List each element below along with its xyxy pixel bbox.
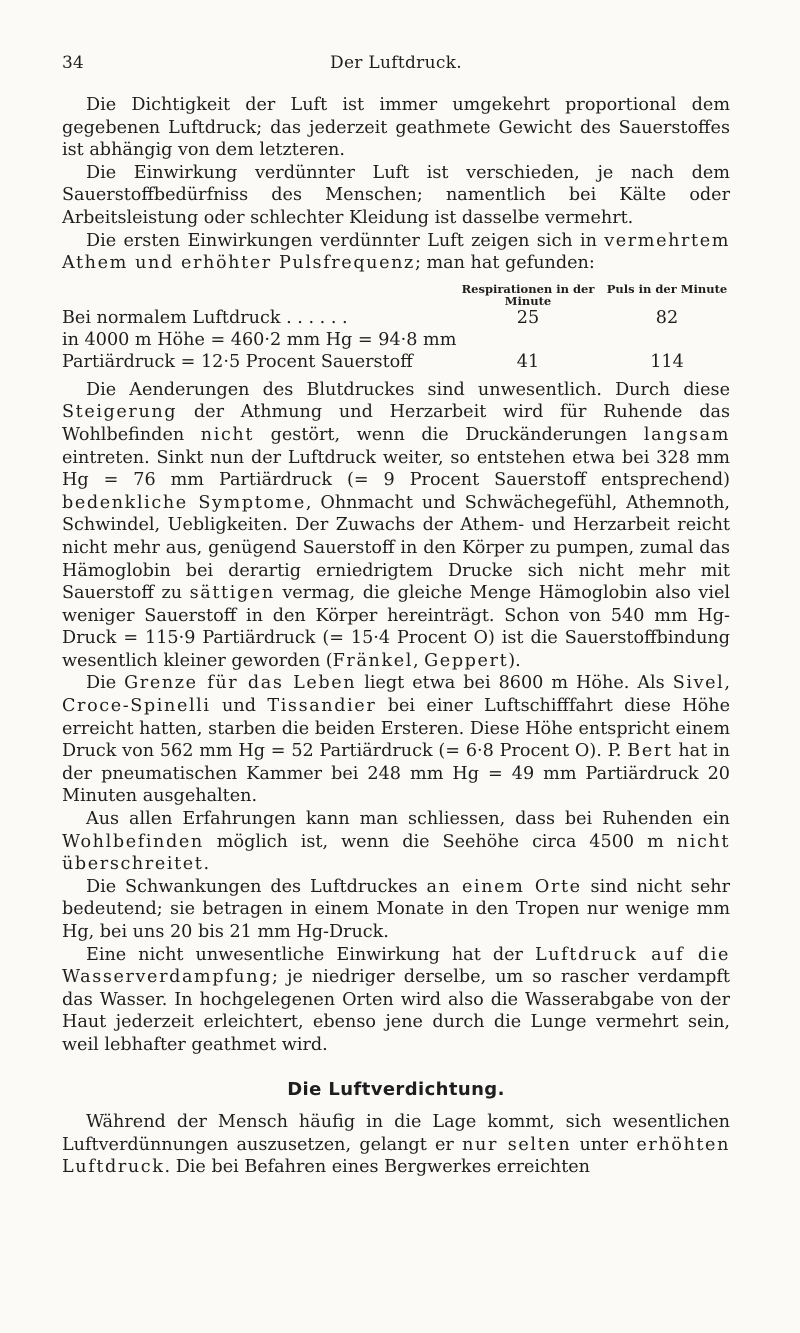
row-label: in 4000 m Höhe = 460·2 mm Hg = 94·8 mm <box>62 329 457 350</box>
text-run: bei einer Luftschifffahrt diese Höhe erreicht hatten, starben die beiden Ersteren. Diese Höhe entspricht einem Druck von 562 mm Hg = 52 Partiärdruck (= 6·8 Procent O). P. <box>62 696 730 762</box>
text-run: Während der Mensch häufig in die Lage kommt, sich wesentlichen Luftverdünnungen auszusetzen, gelangt er <box>62 1112 730 1155</box>
text-run: ; man hat gefunden: <box>414 253 595 274</box>
emphasis-text: Geppert <box>424 650 509 671</box>
emphasis-text: vermehrtem Athem und erhöhter Pulsfrequenz <box>62 230 730 274</box>
row-respiration <box>452 329 604 351</box>
paragraph-effect: Die Einwirkung verdünnter Luft ist verschieden, je nach dem Sauerstoffbedürfniss des Menschen; namentlich bei Kälte oder Arbeitsleistung oder schlechter Kleidung ist dasselbe vermehrt. <box>62 162 730 228</box>
table-row <box>62 351 730 373</box>
emphasis-text: bedenkliche Symptome <box>62 492 306 513</box>
text-run: Aus allen Erfahrungen kann man schliessen, dass bei Ruhenden ein <box>86 809 730 830</box>
table-row <box>62 329 730 351</box>
paragraph-life-limit <box>62 672 730 808</box>
text-run: , <box>412 650 425 671</box>
measurement-table <box>62 283 730 373</box>
running-title: Der Luftdruck. <box>330 53 462 73</box>
paragraph-density: Die Dichtigkeit der Luft ist immer umgekehrt proportional dem gegebenen Luftdruck; das jederzeit geathmete Gewicht des Sauerstoffes ist abhängig von dem letzteren. <box>62 95 730 161</box>
emphasis-text: langsam <box>643 424 730 445</box>
paragraph-fluctuations <box>62 876 730 944</box>
section-heading: Die Luftverdichtung. <box>287 1078 505 1100</box>
emphasis-text: nur selten <box>462 1134 572 1155</box>
emphasis-text: Bert <box>627 741 673 762</box>
paragraph-first-effects <box>62 230 730 275</box>
text-run: unter <box>571 1134 637 1155</box>
emphasis-text: Wohlbefinden <box>62 831 204 852</box>
table-row <box>62 307 730 329</box>
emphasis-text: erhöhten Luftdruck <box>62 1134 731 1178</box>
emphasis-text: Luftdruck auf die Wasserverdampfung <box>62 944 730 988</box>
emphasis-text: nicht <box>200 424 255 445</box>
text-run: ). <box>508 650 521 671</box>
table-header-pulse: Puls in der Minute <box>606 281 728 296</box>
row-pulse: 114 <box>650 351 684 372</box>
text-run: und <box>210 696 268 717</box>
paragraph-evaporation <box>62 944 730 1057</box>
paragraph-blood-pressure <box>62 379 730 673</box>
emphasis-text: Steigerung <box>62 402 178 423</box>
table-header-blank <box>62 283 452 307</box>
text-run: gestört, wenn die Druckänderungen <box>254 424 644 445</box>
emphasis-text: Sivel <box>672 673 725 694</box>
emphasis-text: sättigen <box>189 583 275 604</box>
emphasis-text: Tissandier <box>267 696 377 717</box>
row-respiration: 41 <box>516 351 540 372</box>
text-run: der Athmung und Herzarbeit wird für Ruhende das Wohlbefinden <box>62 402 730 445</box>
text-run: hat in der pneumatischen Kammer bei 248 mm Hg = 49 mm Partiärdruck 20 Minuten ausgehalten. <box>62 741 730 807</box>
row-respiration: 25 <box>516 307 540 328</box>
row-pulse: 82 <box>655 307 679 328</box>
text-run: Die Aenderungen des Blutdruckes sind unwesentlich. Durch diese <box>86 379 730 400</box>
emphasis-text: nicht überschreitet <box>62 831 730 875</box>
text-run: , <box>724 673 730 694</box>
paragraph-compression <box>62 1111 730 1179</box>
text-run: vermag, die gleiche Menge Hämoglobin also viel weniger Sauerstoff in den Körper hereinträgt. Schon von 540 mm Hg-Druck = 115·9 Partiärdruck (= 15·4 Procent O) ist die Sauerstoffbindung wesentlich kleiner geworden ( <box>62 583 730 671</box>
text-run: sind nicht sehr bedeutend; sie betragen in einem Monate in den Tropen nur wenige mm Hg, bei uns 20 bis 21 mm Hg-Druck. <box>62 876 730 942</box>
text-run: ; je niedriger derselbe, um so rascher verdampft das Wasser. In hochgelegenen Orten wird also die Wasserabgabe von der Haut jederzeit erleichtert, ebenso jene durch die Lunge vermehrt sein, weil lebhafter geathmet wird. <box>62 967 730 1055</box>
text-run: Die <box>86 673 125 694</box>
paragraph-wellbeing <box>62 808 730 876</box>
row-pulse <box>604 329 730 351</box>
text-run: , Ohnmacht und Schwächegefühl, Athemnoth, Schwindel, Uebligkeiten. Der Zuwachs der Athem- und Herzarbeit reicht nicht mehr aus, genügend Sauerstoff in den Körper zu pumpen, zumal das Hämoglobin bei derartig erniedrigtem Drucke sich nicht mehr mit Sauerstoff zu <box>62 492 730 604</box>
row-label: Bei normalem Luftdruck . . . . . . <box>62 307 348 328</box>
emphasis-text: Croce-Spinelli <box>62 696 211 717</box>
emphasis-text: an einem Orte <box>426 876 582 897</box>
text-run: Eine nicht unwesentliche Einwirkung hat der <box>86 944 535 965</box>
emphasis-text: Fränkel <box>332 650 413 671</box>
emphasis-text: Grenze für das Leben <box>124 673 357 694</box>
text-run: . Die bei Befahren eines Bergwerkes erreichten <box>164 1157 591 1178</box>
text-run: liegt etwa bei 8600 m Höhe. Als <box>356 673 673 694</box>
text-run: eintreten. Sinkt nun der Luftdruck weiter, so entstehen etwa bei 328 mm Hg = 76 mm Partiärdruck (= 9 Procent Sauerstoff entsprechend) <box>62 447 730 491</box>
text-run: . <box>203 854 210 875</box>
text-run: Die Schwankungen des Luftdruckes <box>86 876 427 897</box>
text-run: Die ersten Einwirkungen verdünnter Luft zeigen sich in <box>86 230 605 251</box>
page-number: 34 <box>62 53 84 73</box>
page-body <box>62 94 730 1179</box>
table-header-respiration: Respirationen in der Minute <box>461 281 595 308</box>
row-label: Partiärdruck = 12·5 Procent Sauerstoff <box>62 351 413 372</box>
text-run: möglich ist, wenn die Seehöhe circa 4500 m <box>203 831 677 852</box>
table-header <box>62 283 730 307</box>
